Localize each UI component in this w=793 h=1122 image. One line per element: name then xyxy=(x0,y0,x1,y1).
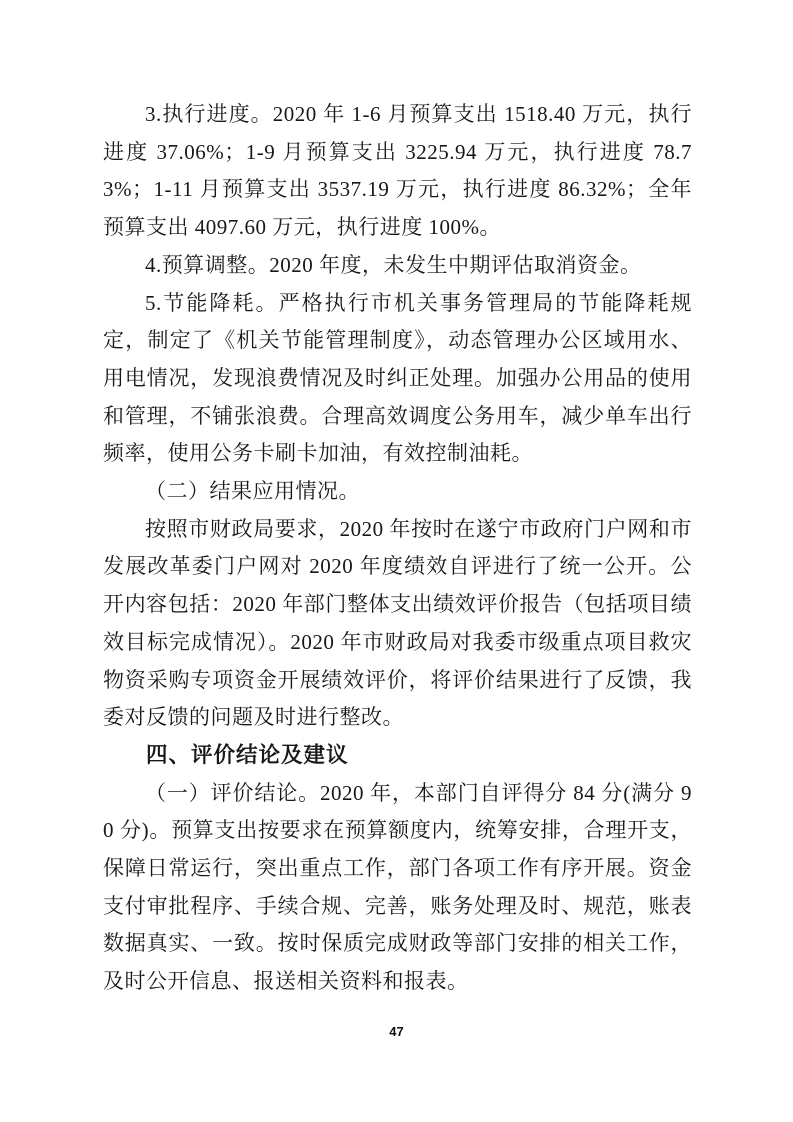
page-number: 47 xyxy=(389,1024,404,1039)
paragraph-result-application-subheading: （二）结果应用情况。 xyxy=(145,479,360,504)
paragraph-execution-progress: 3.执行进度。2020 年 1-6 月预算支出 1518.40 万元，执行进度 37.06%；1-9 月预算支出 3225.94 万元，执行进度 78.73%；1-11 月预算支出 3537.19 万元，执行进度 86.32%；全年预算支出 4097.60 万元，执行进度 100%。 xyxy=(103,102,692,240)
paragraph-result-application-body: 按照市财政局要求，2020 年按时在遂宁市政府门户网和市发展改革委门户网对 2020 年度绩效自评进行了统一公开。公开内容包括：2020 年部门整体支出绩效评价报告（包括项目绩效目标完成情况）。2020 年市财政局对我委市级重点项目救灾物资采购专项资金开展绩效评价，将评价结果进行了反馈，我委对反馈的问题及时进行整改。 xyxy=(103,516,692,730)
page-content xyxy=(103,96,692,1001)
paragraph-budget-adjustment: 4.预算调整。2020 年度，未发生中期评估取消资金。 xyxy=(145,252,642,277)
paragraph-energy-saving: 5.节能降耗。严格执行市机关事务管理局的节能降耗规定，制定了《机关节能管理制度》，动态管理办公区域用水、用电情况，发现浪费情况及时纠正处理。加强办公用品的使用和管理，不铺张浪费。合理高效调度公务用车，减少单车出行频率，使用公务卡刷卡加油，有效控制油耗。 xyxy=(103,290,692,466)
section-heading-conclusion: 四、评价结论及建议 xyxy=(146,742,349,767)
paragraph-evaluation-conclusion: （一）评价结论。2020 年，本部门自评得分 84 分(满分 90 分)。预算支出按要求在预算额度内，统筹安排，合理开支，保障日常运行，突出重点工作，部门各项工作有序开展。资金支付审批程序、手续合规、完善，账务处理及时、规范，账表数据真实、一致。按时保质完成财政等部门安排的相关工作，及时公开信息、报送相关资料和报表。 xyxy=(103,780,692,994)
